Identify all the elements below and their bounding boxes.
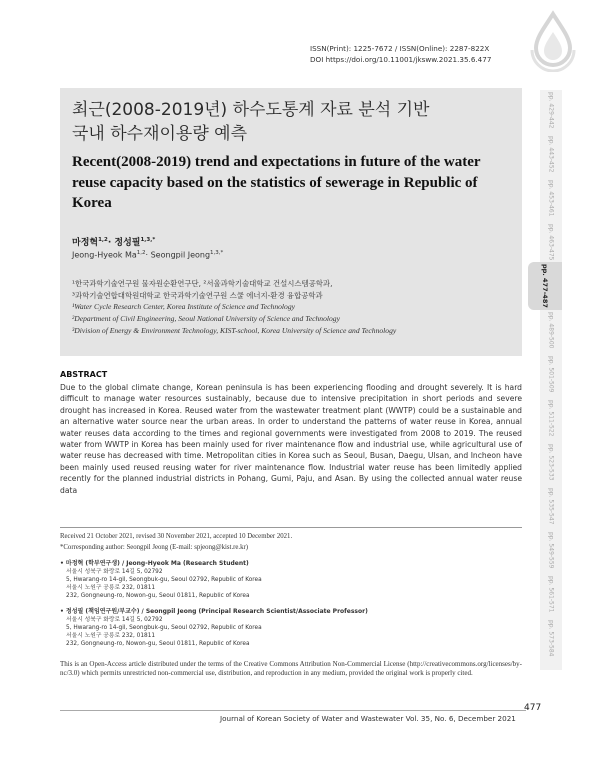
side-tab[interactable] — [540, 90, 562, 130]
journal-footer: Journal of Korean Society of Water and Wastewater Vol. 35, No. 6, December 2021 — [220, 714, 516, 723]
side-tab[interactable] — [540, 134, 562, 174]
side-tab[interactable] — [540, 530, 562, 570]
author-info-2-name: • 정성필 (책임연구원/부교수) / Seongpil Jeong (Principal Research Scientist/Associate Professor) — [60, 608, 368, 615]
side-tab-label: pp. 477-487 — [541, 264, 549, 308]
side-tab[interactable] — [540, 178, 562, 218]
affiliation-en-1: ¹Water Cycle Research Center, Korea Institute of Science and Technology — [72, 302, 296, 311]
side-tab-label: pp. 549-559 — [547, 531, 555, 569]
received-note: Received 21 October 2021, revised 30 November 2021, accepted 10 December 2021. — [60, 533, 293, 540]
author-info-2-line: 5, Hwarang-ro 14-gil, Seongbuk-gu, Seoul 02792, Republic of Korea — [66, 625, 262, 631]
issue-navigation-sidebar — [540, 90, 562, 670]
side-tab-label: pp. 573-584 — [547, 619, 555, 657]
side-tab-label: pp. 511-522 — [547, 399, 555, 437]
author-info-1-line: 서울시 노원구 공릉로 232, 01811 — [66, 585, 156, 591]
author-1-ko-sup: 1,2 — [98, 237, 108, 243]
author-info-1-line: 232, Gongneung-ro, Nowon-gu, Seoul 01811, Republic of Korea — [66, 593, 250, 599]
water-drop-logo-icon — [522, 10, 584, 72]
doi-line[interactable]: DOI https://doi.org/10.11001/jksww.2021.35.6.477 — [310, 55, 492, 64]
author-2-ko: · 정성필 — [107, 238, 141, 248]
author-info-2 — [60, 608, 368, 648]
page-number: 477 — [524, 703, 542, 713]
author-info-1-line: 서울시 성북구 화랑로 14길 5, 02792 — [66, 569, 163, 575]
side-tab[interactable] — [540, 618, 562, 658]
side-tab-label: pp. 429-442 — [547, 91, 555, 129]
corresponding-note: *Corresponding author: Seongpil Jeong (E-mail: spjeong@kist.re.kr) — [60, 544, 249, 551]
side-tab-label: pp. 523-533 — [547, 443, 555, 481]
korean-title — [72, 98, 512, 146]
side-tab-label: pp. 463-475 — [547, 223, 555, 261]
author-info-1 — [60, 560, 262, 600]
side-tab-label: pp. 535-547 — [547, 487, 555, 525]
author-1-ko: 마정혁 — [72, 238, 99, 248]
authors-english — [72, 250, 223, 260]
footnote-divider — [60, 527, 522, 528]
affiliation-en-3: ³Division of Energy & Environment Technology, KIST-school, Korea University of Science and Technology — [72, 326, 397, 335]
side-tab[interactable] — [540, 354, 562, 394]
side-tab[interactable] — [540, 398, 562, 438]
author-2-en: · Seongpil Jeong — [145, 250, 211, 260]
side-tab-label: pp. 489-500 — [547, 311, 555, 349]
side-tab-label: pp. 501-509 — [547, 355, 555, 393]
author-info-2-line: 서울시 노원구 공릉로 232, 01811 — [66, 633, 156, 639]
affiliation-ko-1: ¹한국과학기술연구원 물자원순환연구단, ²서울과학기술대학교 건설시스템공학과, — [72, 279, 333, 288]
issn-line: ISSN(Print): 1225-7672 / ISSN(Online): 2287-822X — [310, 44, 490, 53]
side-tab[interactable] — [540, 574, 562, 614]
side-tab[interactable] — [540, 442, 562, 482]
korean-title-line-1: 최근(2008-2019년) 하수도통계 자료 분석 기반 — [72, 100, 430, 120]
author-info-2-line: 서울시 성북구 화랑로 14길 5, 02792 — [66, 617, 163, 623]
author-2-ko-sup: 1,3,* — [140, 237, 156, 243]
english-title: Recent(2008-2019) trend and expectations in future of the water reuse capacity based on the statistics of sewerage in Republic of Korea — [72, 154, 481, 211]
author-info-1-line: 5, Hwarang-ro 14-gil, Seongbuk-gu, Seoul 02792, Republic of Korea — [66, 577, 262, 583]
affiliation-ko-2: ³과학기술연합대학원대학교 한국과학기술연구원 스쿨 에너지-환경 융합공학과 — [72, 291, 323, 300]
authors-korean — [72, 235, 155, 248]
abstract-heading: ABSTRACT — [60, 370, 108, 379]
side-tab-label: pp. 561-571 — [547, 575, 555, 613]
side-tab[interactable] — [540, 310, 562, 350]
side-tab-label: pp. 453-461 — [547, 179, 555, 217]
side-tab[interactable] — [540, 486, 562, 526]
side-tab-label: pp. 443-452 — [547, 135, 555, 173]
author-2-en-sup: 1,3,* — [210, 250, 224, 256]
author-info-1-name: • 마정혁 (학부연구생) / Jeong-Hyeok Ma (Research Student) — [60, 560, 249, 567]
side-tab[interactable] — [540, 222, 562, 262]
author-1-en-sup: 1,2 — [136, 250, 146, 256]
license-note: This is an Open-Access article distributed under the terms of the Creative Commons Attribution Non-Commercial License (http://creativecommons.org/licenses/by-nc/3.0) which permits unrestricted non-commercial use, distribution, and reproduction in any medium, provided the original work is properly cited. — [60, 660, 522, 677]
author-1-en: Jeong-Hyeok Ma — [72, 250, 137, 260]
korean-title-line-2: 국내 하수재이용량 예측 — [72, 124, 248, 144]
affiliation-en-2: ²Department of Civil Engineering, Seoul National University of Science and Technology — [72, 314, 340, 323]
footer-divider — [60, 710, 526, 711]
abstract-body: Due to the global climate change, Korean peninsula is has been experiencing flooding and drought severely. It is hard difficult to manage water resources sustainably, because due to intensive precipitation in short periods and severe drought has increased in Korea. Reused water from the wastewater treatment plant (WWTP) could be a sustainable and an alternative water source near the urban areas. In order to understand the patterns of water reuse in Korea, annual water reuses data according to the times and regional governments were investigated from 2008 to 2019. The reused water from WWTP in Korea has been mainly used for river maintenance flow and industrial use, while agricultural use of water reuse has decreased with time. Metropolitan cities in Korea such as Seoul, Busan, Daegu, Ulsan, and Incheon have been mainly used reused reusing water for river maintenance flow. Industrial water reuse has been limitedly applied recently for the planned industrial districts in Pohang, Gumi, Paju, and Asan. By using the collected annual water reuse data — [60, 383, 522, 495]
side-tab[interactable] — [528, 262, 562, 310]
author-info-2-line: 232, Gongneung-ro, Nowon-gu, Seoul 01811, Republic of Korea — [66, 641, 250, 647]
